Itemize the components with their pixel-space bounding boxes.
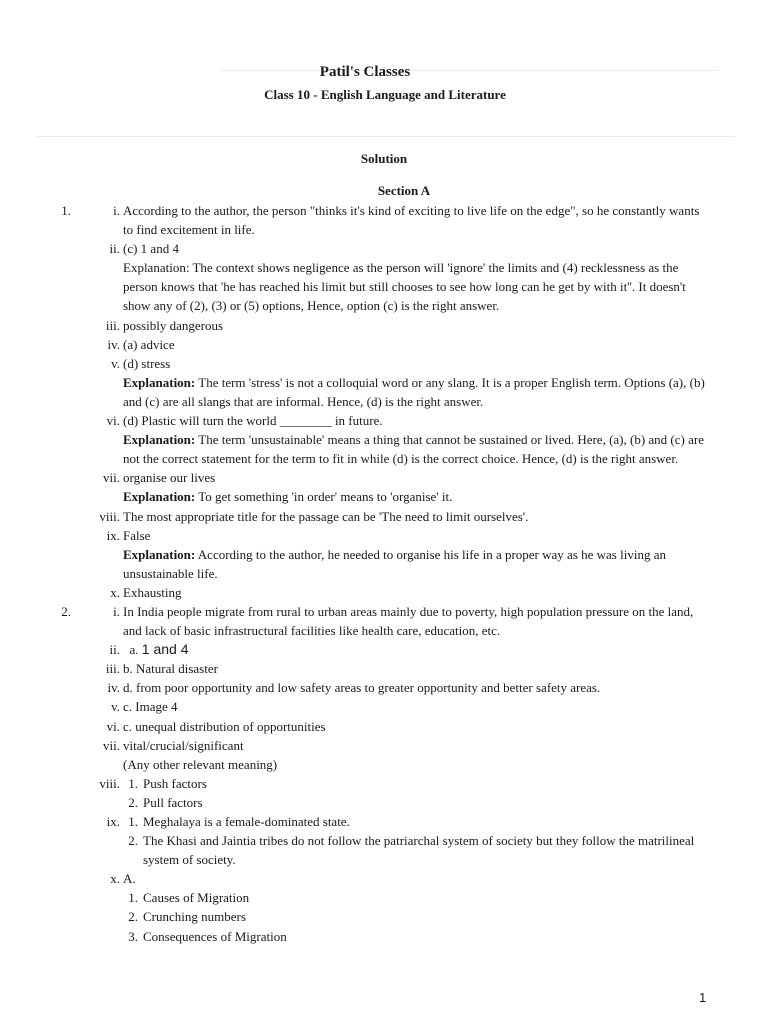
answer-text: (c) 1 and 4 [123,241,179,257]
q2-x [0,869,768,888]
list-number: 1. [128,890,138,906]
explanation-text: Explanation: The context shows negligence as the person will 'ignore' the limits and (4) recklessness as the [123,260,679,276]
answer-text: and lack of basic infrastructural facilities like health care, education, etc. [123,623,501,639]
answer-text [123,640,768,659]
option-letter: a. [129,642,142,658]
explanation-label: Explanation: [123,374,196,390]
header-rule-bottom [35,136,735,137]
sub-label: iv. [107,336,120,352]
solution-content [0,201,768,946]
answer-text: Exhausting [123,584,182,600]
explanation-body: The term 'unsustainable' means a thing that cannot be sustained or lived. Here, (a), (b) and (c) are [195,432,704,448]
sub-label: x. [110,871,120,887]
q2-v [0,697,768,716]
sub-label: viii. [99,775,120,791]
sub-label: iv. [107,680,120,696]
list-number: 2. [128,794,138,810]
q2-ii [0,640,768,659]
q2-iii [0,659,768,678]
option-answer: 1 and 4 [141,641,189,658]
list-item: The Khasi and Jaintia tribes do not follow the patriarchal system of society but they follow the matrilineal [143,833,695,849]
q2-iv [0,678,768,697]
explanation-body: The term 'stress' is not a colloquial word or any slang. It is a proper English term. Options (a), (b) [195,374,705,390]
q1-vi [0,411,768,430]
q1-iii [0,316,768,335]
answer-text: A. [123,871,136,887]
explanation-label: Explanation: [123,489,196,505]
sub-label: iii. [105,661,120,677]
sub-label: v. [111,355,120,371]
sub-label: vii. [103,470,120,486]
list-number: 2. [128,833,138,849]
answer-text: (d) Plastic will turn the world ________ in future. [123,413,383,429]
q2-viii-2 [0,793,768,812]
list-number: 2. [128,909,138,925]
list-item: Consequences of Migration [143,928,287,944]
explanation-text: and (c) are all slangs that are informal. Hence, (d) is the right answer. [123,393,484,409]
school-name: Patil's Classes [319,64,411,80]
answer-text: According to the author, the person "thinks it's kind of exciting to live life on the edge", so he constantly wants [123,203,700,218]
sub-label: vi. [106,413,120,429]
list-item-continued: system of society. [143,852,236,868]
list-number: 1. [128,814,138,829]
q1-v [0,354,768,373]
q2-ix [0,812,768,831]
solution-title: Solution [360,151,408,166]
sub-label: ix. [106,814,120,829]
list-item: Push factors [143,775,207,791]
explanation-text: unsustainable life. [123,565,218,581]
sub-label: i. [113,603,120,619]
q1-iv [0,335,768,354]
q2-viii [0,774,768,793]
explanation-text [123,430,768,449]
explanation-label: Explanation: [123,546,196,562]
answer-text: c. Image 4 [123,699,178,715]
answer-text: (d) stress [123,355,171,371]
list-number: 3. [128,928,138,944]
q2-vi [0,717,768,736]
q2-x-1 [0,888,768,907]
explanation-body: To get something 'in order' means to 'organise' it. [195,489,453,505]
sub-label: viii. [99,508,120,524]
q1-x [0,583,768,602]
q1-i [0,201,768,220]
explanation-label: Explanation: [123,432,196,448]
question-number: 1. [61,203,71,218]
answer-text: False [123,527,151,543]
sub-label: iii. [105,317,120,333]
explanation-text: not the correct statement for the term to fit in while (d) is the correct choice. Hence, (d) is the right answer. [123,451,679,467]
q1-vii [0,468,768,487]
answer-text: The most appropriate title for the passage can be 'The need to limit ourselves'. [123,508,529,524]
sub-label: ii. [109,642,120,658]
q1-viii [0,507,768,526]
answer-text: c. unequal distribution of opportunities [123,718,326,734]
sub-label: ix. [106,527,120,543]
sub-label: v. [111,699,120,715]
list-item: Causes of Migration [143,890,250,906]
q2-ix-2 [0,831,768,850]
q2-i [0,602,768,621]
section-heading: Section A [377,183,431,198]
answer-text: to find excitement in life. [123,222,255,238]
explanation-text [123,487,768,506]
q2-x-2 [0,907,768,926]
sub-label: i. [113,203,120,218]
sub-label: ii. [109,241,120,257]
page-number: 1 [699,990,707,1005]
answer-text: d. from poor opportunity and low safety areas to greater opportunity and better safety areas. [123,680,601,696]
sub-label: vii. [103,737,120,753]
q1-ii [0,239,768,258]
explanation-text: person knows that 'he has reached his limit but still chooses to see how long can he get by with it''. It doesn't [123,279,686,295]
list-item: Meghalaya is a female-dominated state. [143,814,350,829]
answer-text: organise our lives [123,470,216,486]
answer-text: b. Natural disaster [123,661,218,677]
q2-x-3 [0,927,768,946]
answer-text: In India people migrate from rural to urban areas mainly due to poverty, high population pressure on the land, [123,603,694,619]
sub-label: vi. [106,718,120,734]
explanation-text [123,545,768,564]
answer-text: vital/crucial/significant [123,737,244,753]
answer-text: possibly dangerous [123,317,224,333]
subject-title: Class 10 - English Language and Literature [264,87,506,102]
explanation-text: show any of (2), (3) or (5) options, Hence, option (c) is the right answer. [123,298,500,314]
answer-text: (a) advice [123,336,175,352]
q2-vii [0,736,768,755]
answer-note: (Any other relevant meaning) [123,756,278,772]
explanation-body: According to the author, he needed to organise his life in a proper way as he was living an [195,546,666,562]
list-item: Pull factors [143,794,203,810]
sub-label: x. [110,584,120,600]
question-number: 2. [61,603,71,619]
list-number: 1. [128,775,138,791]
list-item: Crunching numbers [143,909,246,925]
explanation-text [123,373,768,392]
q1-ix [0,526,768,545]
